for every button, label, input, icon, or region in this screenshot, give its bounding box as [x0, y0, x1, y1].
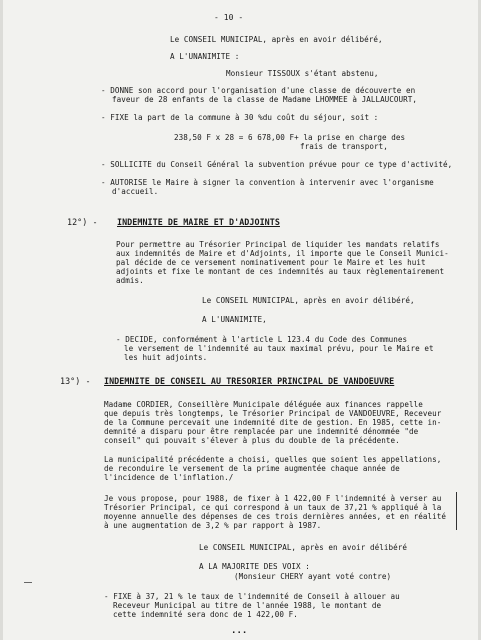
section-12-vote: A L'UNANIMITE,	[202, 315, 267, 324]
section-13-number: 13°) -	[60, 376, 96, 386]
section-12-body-1: Pour permettre au Trésorier Principal de liquider les mandats relatifs	[116, 240, 440, 249]
decision-solicit-line: - SOLLICITE du Conseil Général la subvention prévue pour ce type d'activité,	[101, 160, 453, 169]
margin-dash	[24, 582, 32, 583]
page-left-edge	[0, 0, 3, 640]
section-13-body-8: l'incidence de l'inflation./	[104, 473, 234, 482]
section-13-body-7: de reconduire le versement de la prime augmentée chaque année de	[104, 464, 400, 473]
section-13-vote: A LA MAJORITE DES VOIX :	[199, 562, 310, 571]
decision-give-line-2: faveur de 28 enfants de la classe de Madame LHOMMEE à JALLAUCOURT,	[112, 95, 418, 104]
section-13-body-2: que depuis très longtemps, le Trésorier Principal de VANDOEUVRE, Receveur	[104, 409, 442, 418]
calculation-line-2: frais de transport,	[300, 142, 388, 151]
section-12-body-4: adjoints et fixe le montant de ces indemnités au taux règlementairement	[116, 267, 445, 276]
section-12-body-3: pal décide de ce versement nominativement pour le Maire et les huit	[116, 258, 426, 267]
section-12-title: INDEMNITE DE MAIRE ET D'ADJOINTS	[117, 217, 280, 227]
section-13-body-6: La municipalité précédente a choisi, quelles que soient les appellations,	[104, 455, 442, 464]
section-13-decision-2: Receveur Municipal au titre de l'année 1988, le montant de	[113, 601, 382, 610]
section-12-body-2: aux indemnités de Maire et d'Adjoints, il importe que le Conseil Munici-	[116, 249, 449, 258]
section-13-proposal-1: Je vous propose, pour 1988, de fixer à 1 422,00 F l'indemnité à verser au	[104, 494, 442, 503]
section-12-body-5: admis.	[116, 276, 144, 285]
margin-mark	[456, 492, 457, 530]
section-13-body-5: conseil" qui pouvait s'élever à plus du double de la précédente.	[104, 436, 400, 445]
decision-give-line-1: - DONNE son accord pour l'organisation d'une classe de découverte en	[101, 86, 416, 95]
calculation-line-1: 238,50 F x 28 = 6 678,00 F+ la prise en charge des	[174, 133, 406, 142]
section-13-deliberation: Le CONSEIL MUNICIPAL, après en avoir délibéré	[199, 543, 407, 552]
section-13-title: INDEMNITE DE CONSEIL AU TRESORIER PRINCIPAL DE VANDOEUVRE	[104, 376, 395, 386]
section-13-body-1: Madame CORDIER, Conseillère Municipale déléguée aux finances rappelle	[104, 400, 423, 409]
section-12-decision-2: le versement de l'indemnité au taux maximal prévu, pour le Maire et	[124, 344, 434, 353]
section-13-body-3: de la Commune percevait une indemnité dite de gestion. En 1985, cette in-	[104, 418, 442, 427]
section-12-deliberation: Le CONSEIL MUNICIPAL, après en avoir délibéré,	[202, 296, 415, 305]
continuation-marks: ...	[231, 626, 248, 636]
section-12-decision-1: - DECIDE, conformément à l'article L 123.4 du Code des Communes	[116, 335, 408, 344]
decision-authorize-line-1: - AUTORISE le Maire à signer la convention à intervenir avec l'organisme	[101, 178, 434, 187]
abstention-line: Monsieur TISSOUX s'étant abstenu,	[226, 69, 379, 78]
section-13-decision-3: cette indemnité sera donc de 1 422,00 F.	[113, 610, 298, 619]
section-12-decision-3: les huit adjoints.	[124, 353, 208, 362]
section-13-body-4: demnité a disparu pour être remplacée par une indemnité dénommée "de	[104, 427, 419, 436]
section-13-proposal-2: Trésorier Principal, ce qui correspond à un taux de 37,21 % appliqué à la	[104, 503, 442, 512]
page-number: - 10 -	[214, 13, 244, 22]
deliberation-line: Le CONSEIL MUNICIPAL, après en avoir délibéré,	[170, 35, 383, 44]
section-12-number: 12°) -	[67, 217, 103, 227]
section-13-proposal-4: à une augmentation de 3,2 % par rapport à 1987.	[104, 521, 322, 530]
section-13-decision-1: - FIXE à 37, 21 % le taux de l'indemnité de Conseil à allouer au	[104, 592, 400, 601]
decision-authorize-line-2: d'accueil.	[112, 187, 159, 196]
section-13-vote-note: (Monsieur CHERY ayant voté contre)	[234, 572, 392, 581]
decision-fix-line: - FIXE la part de la commune à 30 %du coût du séjour, soit :	[101, 113, 379, 122]
vote-line: A L'UNANIMITE :	[170, 52, 240, 61]
section-13-proposal-3: moyenne annuelle des dépenses de ces trois dernières années, et en réalité	[104, 512, 447, 521]
